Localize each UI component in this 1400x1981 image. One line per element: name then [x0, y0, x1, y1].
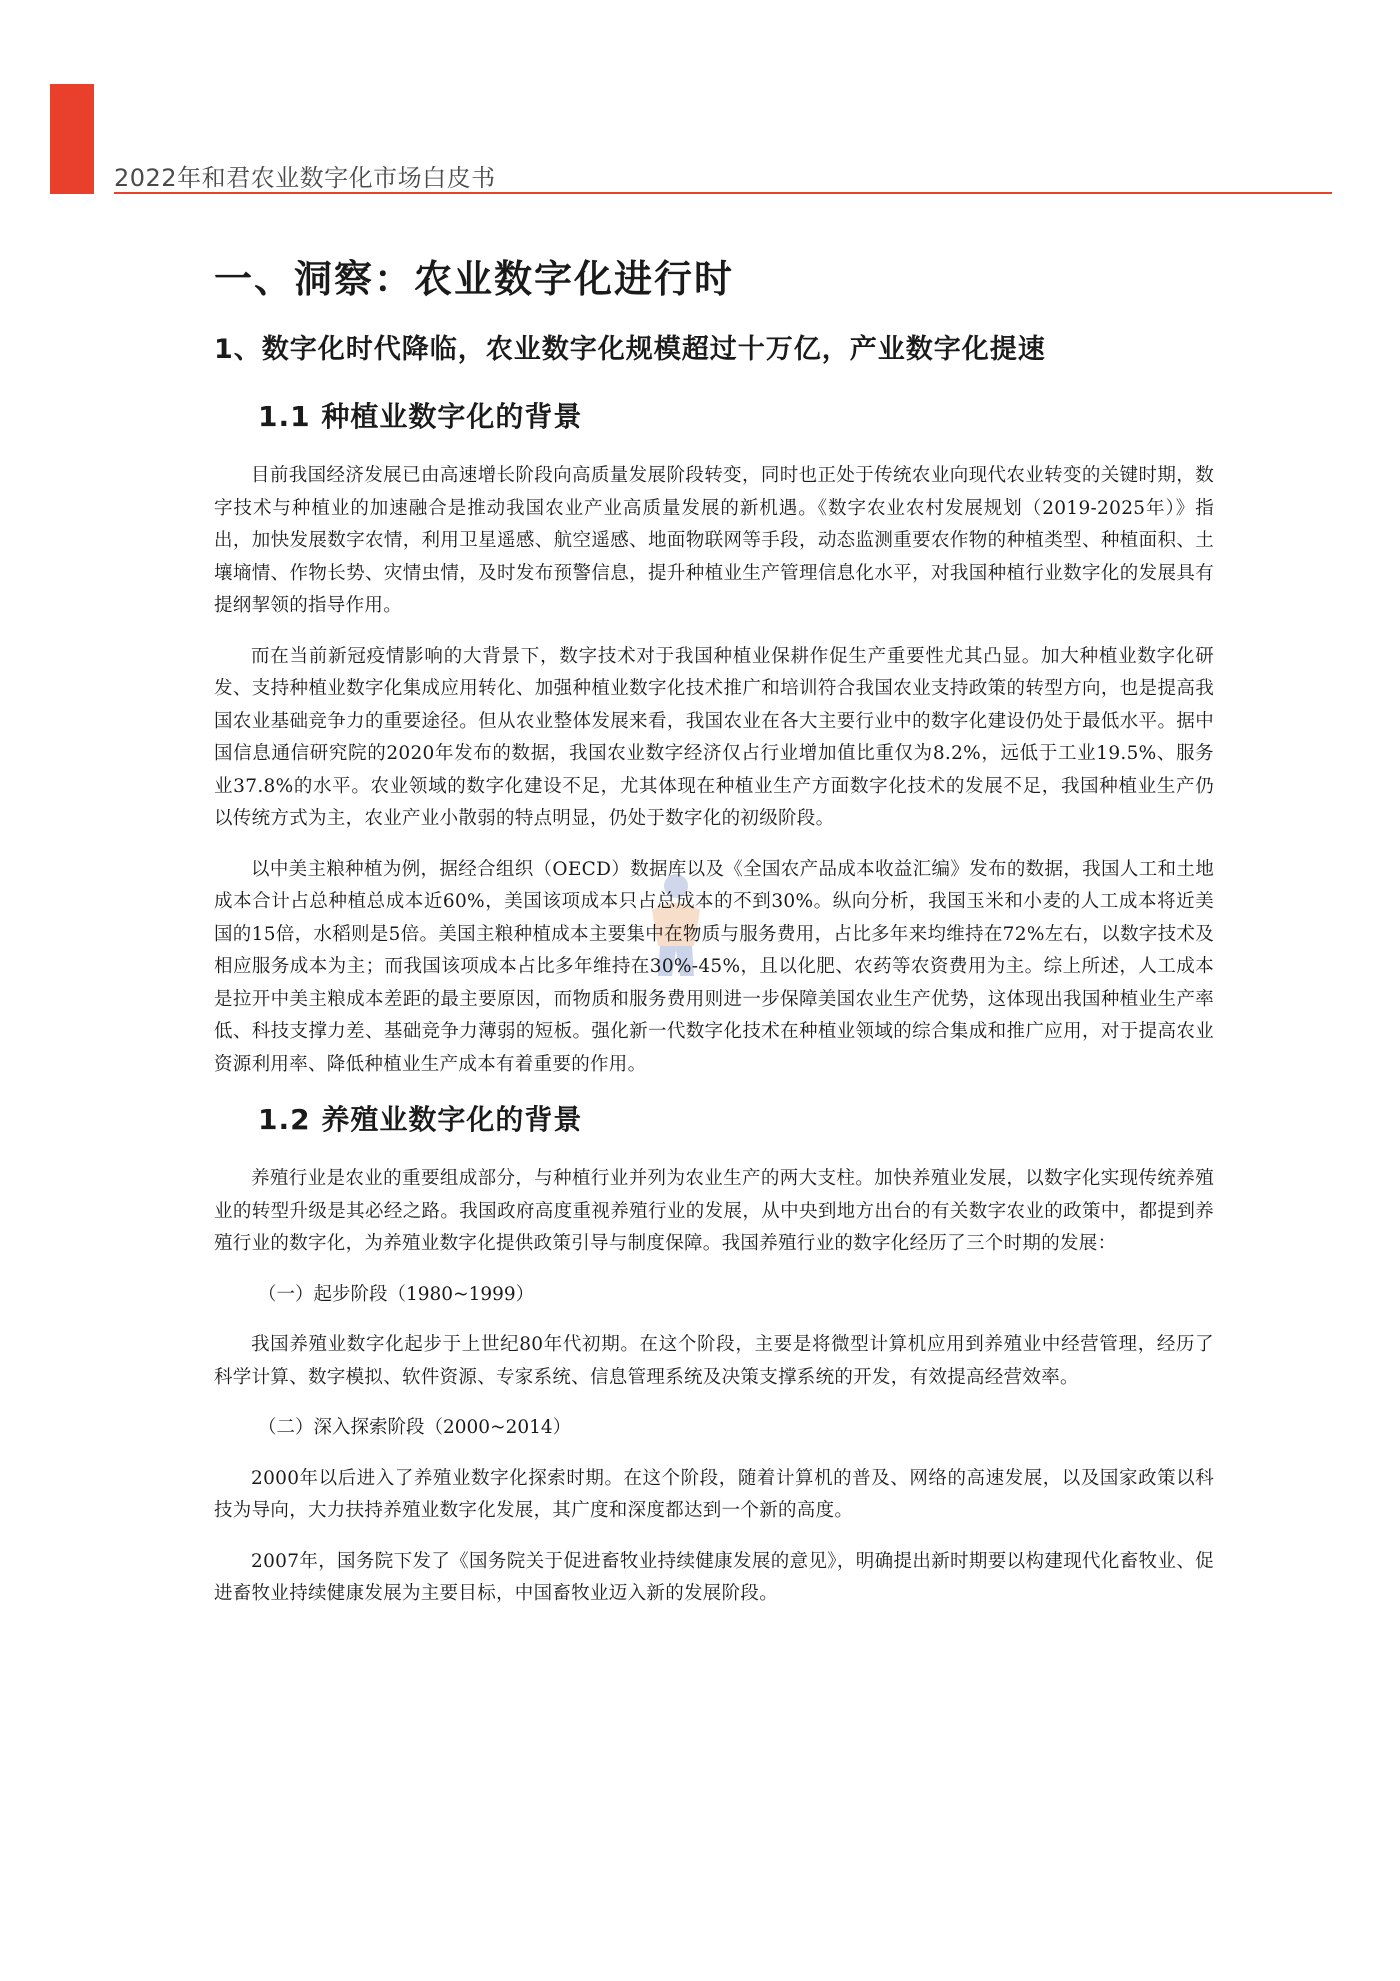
paragraph: 2000年以后进入了养殖业数字化探索时期。在这个阶段，随着计算机的普及、网络的高速发展，以及国家政策以科技为导向，大力扶持养殖业数字化发展，其广度和深度都达到一个新的高度。 [214, 1467, 1214, 1521]
paragraph: 而在当前新冠疫情影响的大背景下，数字技术对于我国种植业保耕作促生产重要性尤其凸显。加大种植业数字化研发、支持种植业数字化集成应用转化、加强种植业数字化技术推广和培训符合我国农业支持政策的转型方向，也是提高我国农业基础竞争力的重要途径。但从农业整体发展来看，我国农业在各大主要行业中的数字化建设仍处于最低水平。据中国信息通信研究院的2020年发布的数据，我国农业数字经济仅占行业增加值比重仅为8.2%，远低于工业19.5%、服务业37.8%的水平。农业领域的数字化建设不足，尤其体现在种植业生产方面数字化技术的发展不足，我国种植业生产仍以传统方式为主，农业产业小散弱的特点明显，仍处于数字化的初级阶段。 [214, 645, 1214, 829]
header-divider [114, 192, 1332, 194]
paragraph: 我国养殖业数字化起步于上世纪80年代初期。在这个阶段，主要是将微型计算机应用到养殖业中经营管理，经历了科学计算、数字模拟、软件资源、专家系统、信息管理系统及决策支撑系统的开发，有效提高经营效率。 [214, 1334, 1214, 1388]
paragraph: 目前我国经济发展已由高速增长阶段向高质量发展阶段转变，同时也正处于传统农业向现代农业转变的关键时期，数字技术与种植业的加速融合是推动我国农业产业高质量发展的新机遇。《数字农业农村发展规划（2019-2025年）》指出，加快发展数字农情，利用卫星遥感、航空遥感、地面物联网等手段，动态监测重要农作物的种植类型、种植面积、土壤墒情、作物长势、灾情虫情，及时发布预警信息，提升种植业生产管理信息化水平，对我国种植行业数字化的发展具有提纲挈领的指导作用。 [214, 465, 1214, 616]
header-accent-bar [50, 84, 94, 194]
paragraph: 养殖行业是农业的重要组成部分，与种植行业并列为农业生产的两大支柱。加快养殖业发展，以数字化实现传统养殖业的转型升级是其必经之路。我国政府高度重视养殖行业的发展，从中央到地方出台的有关数字农业的政策中，都提到养殖行业的数字化，为养殖业数字化提供政策引导与制度保障。我国养殖行业的数字化经历了三个时期的发展： [214, 1168, 1214, 1254]
section-heading: 1、数字化时代降临，农业数字化规模超过十万亿，产业数字化提速 [214, 334, 1046, 365]
chapter-heading: 一、洞察：农业数字化进行时 [214, 257, 735, 301]
subsection-heading-1-1: 1.1 种植业数字化的背景 [258, 400, 583, 433]
stage-heading: （二）深入探索阶段（2000~2014） [258, 1417, 572, 1438]
subsection-heading-1-2: 1.2 养殖业数字化的背景 [258, 1103, 583, 1136]
paragraph: 以中美主粮种植为例，据经合组织（OECD）数据库以及《全国农产品成本收益汇编》发布的数据，我国人工和土地成本合计占总种植总成本近60%，美国该项成本只占总成本的不到30%。纵向分析，我国玉米和小麦的人工成本将近美国的15倍，水稻则是5倍。美国主粮种植成本主要集中在物质与服务费用，占比多年来均维持在72%左右，以数字技术及相应服务成本为主；而我国该项成本占比多年维持在30%-45%，且以化肥、农药等农资费用为主。综上所述，人工成本是拉开中美主粮成本差距的最主要原因，而物质和服务费用则进一步保障美国农业生产优势，这体现出我国种植业生产率低、科技支撑力差、基础竞争力薄弱的短板。强化新一代数字化技术在种植业领域的综合集成和推广应用，对于提高农业资源利用率、降低种植业生产成本有着重要的作用。 [214, 858, 1214, 1075]
page-content [214, 252, 1214, 1629]
document-header-title: 2022年和君农业数字化市场白皮书 [114, 164, 496, 192]
paragraph: 2007年，国务院下发了《国务院关于促进畜牧业持续健康发展的意见》，明确提出新时期要以构建现代化畜牧业、促进畜牧业持续健康发展为主要目标，中国畜牧业迈入新的发展阶段。 [214, 1550, 1214, 1604]
stage-heading: （一）起步阶段（1980~1999） [258, 1283, 535, 1305]
